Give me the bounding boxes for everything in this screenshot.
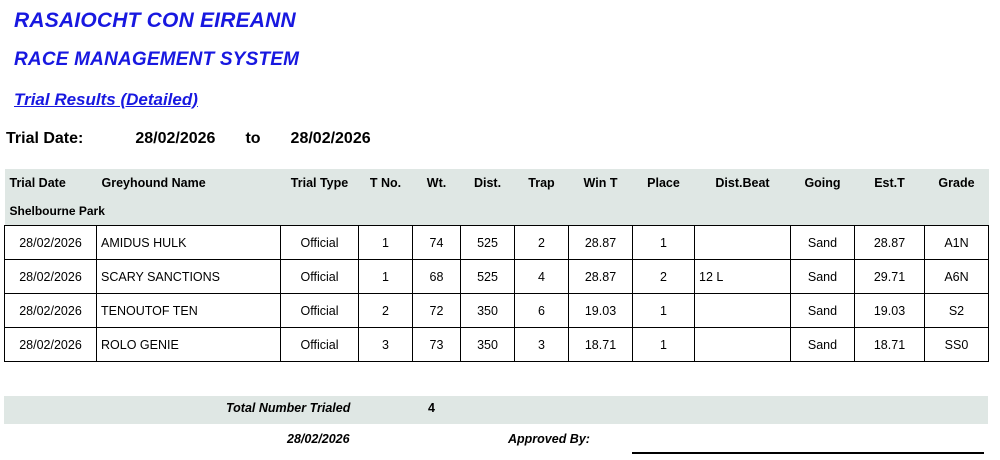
col-trial-date: Trial Date — [5, 169, 97, 197]
cell-place: 2 — [633, 260, 695, 294]
cell-grade: A1N — [925, 226, 989, 260]
cell-win-t: 19.03 — [569, 294, 633, 328]
col-grade: Grade — [925, 169, 989, 197]
cell-grade: SS0 — [925, 328, 989, 362]
cell-trial-type: Official — [281, 328, 359, 362]
table-row — [5, 260, 989, 294]
system-title: RACE MANAGEMENT SYSTEM — [14, 49, 300, 70]
cell-trap: 4 — [515, 260, 569, 294]
col-dist: Dist. — [461, 169, 515, 197]
cell-dist: 350 — [461, 328, 515, 362]
cell-place: 1 — [633, 294, 695, 328]
col-trap: Trap — [515, 169, 569, 197]
cell-est-t: 19.03 — [855, 294, 925, 328]
venue-group-row — [5, 197, 989, 226]
cell-dist-beat — [695, 226, 791, 260]
table-row — [5, 294, 989, 328]
cell-wt: 68 — [413, 260, 461, 294]
cell-dist-beat — [695, 328, 791, 362]
col-going: Going — [791, 169, 855, 197]
date-filter — [0, 130, 1000, 154]
cell-dist-beat — [695, 294, 791, 328]
cell-trap: 3 — [515, 328, 569, 362]
signature-line — [632, 452, 984, 454]
cell-grade: A6N — [925, 260, 989, 294]
trial-date-from: 28/02/2026 — [135, 130, 216, 147]
trial-date-to-label: to — [245, 130, 261, 147]
cell-trial-date: 28/02/2026 — [5, 294, 97, 328]
cell-grade: S2 — [925, 294, 989, 328]
total-bar — [4, 396, 988, 424]
table-spacer — [4, 362, 988, 386]
total-trialed-label: Total Number Trialed — [226, 401, 351, 415]
col-place: Place — [633, 169, 695, 197]
table-row — [5, 328, 989, 362]
cell-t-no: 1 — [359, 260, 413, 294]
cell-t-no: 1 — [359, 226, 413, 260]
signature-row — [4, 424, 988, 458]
total-trialed-value: 4 — [428, 401, 435, 415]
cell-place: 1 — [633, 328, 695, 362]
cell-win-t: 28.87 — [569, 226, 633, 260]
cell-trial-type: Official — [281, 294, 359, 328]
print-date: 28/02/2026 — [287, 432, 350, 446]
col-wt: Wt. — [413, 169, 461, 197]
trial-results-table — [4, 169, 989, 362]
cell-going: Sand — [791, 328, 855, 362]
cell-trial-type: Official — [281, 260, 359, 294]
cell-trial-date: 28/02/2026 — [5, 226, 97, 260]
cell-going: Sand — [791, 226, 855, 260]
cell-win-t: 28.87 — [569, 260, 633, 294]
table-row — [5, 226, 989, 260]
cell-greyhound-name: SCARY SANCTIONS — [97, 260, 281, 294]
cell-greyhound-name: ROLO GENIE — [97, 328, 281, 362]
cell-dist-beat: 12 L — [695, 260, 791, 294]
col-trial-type: Trial Type — [281, 169, 359, 197]
cell-greyhound-name: AMIDUS HULK — [97, 226, 281, 260]
approved-by-label: Approved By: — [508, 432, 590, 446]
cell-trap: 2 — [515, 226, 569, 260]
cell-dist: 350 — [461, 294, 515, 328]
col-win-t: Win T — [569, 169, 633, 197]
cell-est-t: 29.71 — [855, 260, 925, 294]
col-t-no: T No. — [359, 169, 413, 197]
cell-going: Sand — [791, 294, 855, 328]
cell-place: 1 — [633, 226, 695, 260]
col-greyhound-name: Greyhound Name — [97, 169, 281, 197]
cell-wt: 72 — [413, 294, 461, 328]
cell-wt: 74 — [413, 226, 461, 260]
col-dist-beat: Dist.Beat — [695, 169, 791, 197]
cell-trial-date: 28/02/2026 — [5, 328, 97, 362]
cell-wt: 73 — [413, 328, 461, 362]
cell-greyhound-name: TENOUTOF TEN — [97, 294, 281, 328]
organisation-title: RASAIOCHT CON EIREANN — [14, 9, 296, 32]
cell-trial-type: Official — [281, 226, 359, 260]
cell-going: Sand — [791, 260, 855, 294]
cell-est-t: 18.71 — [855, 328, 925, 362]
report-title: Trial Results (Detailed) — [14, 90, 198, 109]
cell-t-no: 2 — [359, 294, 413, 328]
col-est-t: Est.T — [855, 169, 925, 197]
cell-est-t: 28.87 — [855, 226, 925, 260]
venue-name: Shelbourne Park — [5, 197, 989, 226]
trial-date-to: 28/02/2026 — [290, 130, 371, 147]
cell-dist: 525 — [461, 226, 515, 260]
cell-t-no: 3 — [359, 328, 413, 362]
cell-trial-date: 28/02/2026 — [5, 260, 97, 294]
cell-trap: 6 — [515, 294, 569, 328]
cell-dist: 525 — [461, 260, 515, 294]
report-header — [0, 0, 1000, 114]
cell-win-t: 18.71 — [569, 328, 633, 362]
table-header-row — [5, 169, 989, 197]
trial-date-label: Trial Date: — [6, 130, 84, 147]
report-footer — [4, 396, 988, 458]
